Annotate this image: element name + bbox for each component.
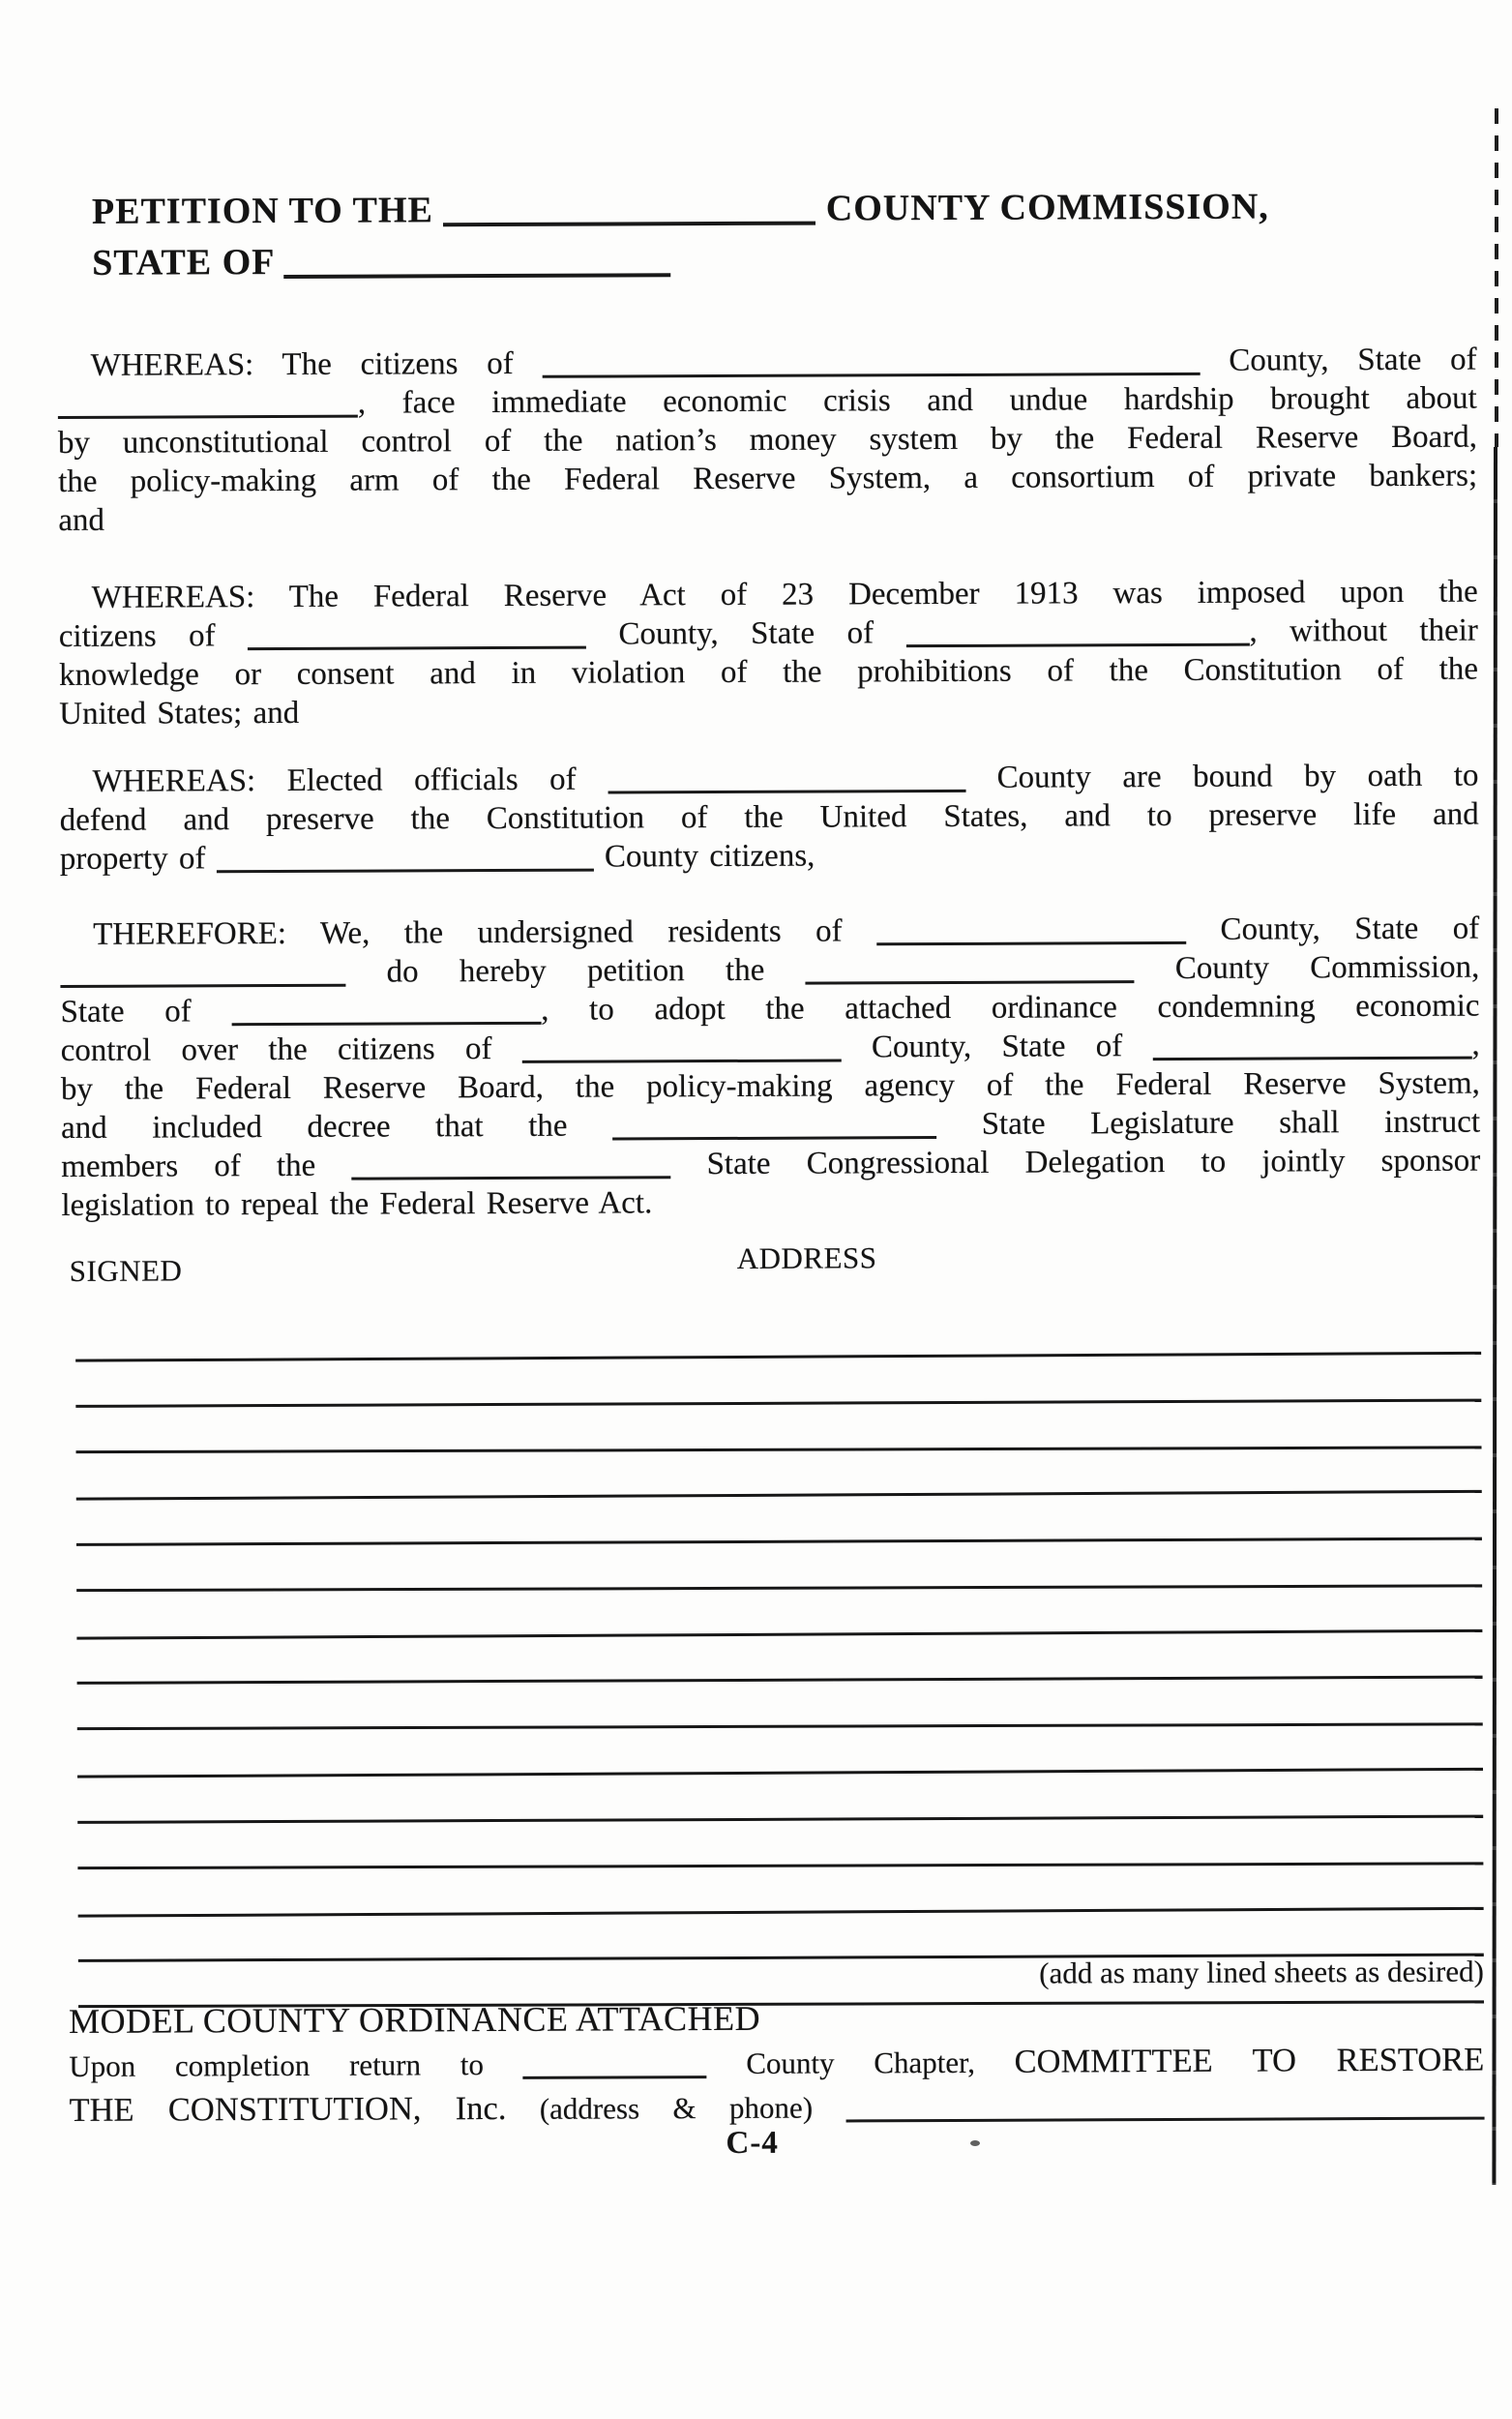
ordinance-attached-note: MODEL COUNTY ORDINANCE ATTACHED bbox=[69, 1998, 761, 2041]
scan-speck bbox=[970, 2140, 980, 2146]
text-line bbox=[92, 233, 1269, 289]
text-segment: the policy-making arm of the Federal Reserve System, a consortium of private bankers; bbox=[58, 458, 1478, 499]
blank-underline bbox=[1153, 1047, 1472, 1060]
signature-line bbox=[77, 1772, 1483, 1824]
blank-underline bbox=[806, 971, 1135, 984]
text-segment: , face immediate economic crisis and undue hardship brought about bbox=[357, 380, 1477, 421]
blank-underline bbox=[443, 212, 815, 227]
text-line bbox=[58, 495, 1477, 540]
text-segment: County Commission, bbox=[1134, 949, 1480, 987]
text-segment: legislation to repeal the Federal Reserve Act. bbox=[61, 1185, 653, 1223]
blank-underline bbox=[284, 263, 671, 279]
blank-underline bbox=[58, 405, 358, 419]
blank-underline bbox=[612, 1126, 936, 1140]
signature-line bbox=[77, 1680, 1483, 1731]
text-segment: United States; and bbox=[59, 695, 300, 732]
text-segment: County are bound by oath to bbox=[965, 758, 1479, 795]
blank-underline bbox=[522, 1049, 842, 1062]
text-segment: WHEREAS: The Federal Reserve Act of 23 December 1913 was imposed upon the bbox=[91, 574, 1478, 615]
signature-line bbox=[76, 1447, 1482, 1501]
text-segment: County Chapter, bbox=[706, 2045, 1015, 2081]
signature-line bbox=[77, 1818, 1483, 1869]
signature-line bbox=[76, 1586, 1482, 1640]
text-segment: citizens of bbox=[58, 618, 249, 654]
text-segment: WHEREAS: Elected officials of bbox=[92, 762, 608, 799]
petition-title bbox=[92, 182, 1269, 289]
text-segment: State Legislature shall instruct bbox=[936, 1104, 1481, 1143]
signature-line bbox=[76, 1540, 1482, 1592]
signature-lines bbox=[75, 1309, 1484, 2009]
text-segment: County citizens, bbox=[593, 838, 815, 875]
text-segment: (address & phone) bbox=[506, 2090, 846, 2126]
text-segment: THEREFORE: We, the undersigned residents of bbox=[93, 913, 877, 952]
signature-line bbox=[76, 1494, 1482, 1546]
text-segment: and included decree that the bbox=[61, 1108, 613, 1146]
blank-underline bbox=[608, 780, 965, 794]
text-line bbox=[58, 418, 1477, 463]
add-sheets-note: (add as many lined sheets as desired) bbox=[1039, 1954, 1484, 1990]
paragraph bbox=[59, 573, 1479, 733]
signature-line bbox=[77, 1724, 1483, 1778]
page-number: C-4 bbox=[726, 2125, 779, 2161]
text-line bbox=[59, 757, 1478, 801]
text-segment: County, State of bbox=[841, 1029, 1153, 1065]
text-line bbox=[61, 1026, 1480, 1070]
text-segment: Upon completion return to bbox=[69, 2046, 523, 2083]
blank-underline bbox=[231, 1012, 541, 1026]
blank-underline bbox=[523, 2066, 707, 2079]
page-content bbox=[56, 0, 1486, 2419]
text-segment: County, State of bbox=[1185, 911, 1480, 947]
text-line bbox=[61, 1142, 1480, 1186]
paragraph bbox=[58, 341, 1478, 540]
text-segment: WHEREAS: The citizens of bbox=[90, 345, 543, 383]
text-line bbox=[58, 457, 1477, 501]
text-line bbox=[61, 1180, 1480, 1225]
text-segment: , to adopt the attached ordinance condemning economic bbox=[541, 988, 1480, 1028]
text-segment: County, State of bbox=[1200, 342, 1477, 378]
text-segment: PETITION TO THE bbox=[91, 190, 444, 232]
text-line bbox=[59, 689, 1478, 733]
text-line bbox=[69, 2038, 1484, 2088]
text-line bbox=[59, 650, 1478, 695]
blank-underline bbox=[905, 634, 1249, 648]
paragraph bbox=[59, 757, 1479, 879]
text-segment: and bbox=[58, 502, 105, 538]
text-line bbox=[59, 573, 1478, 617]
text-line bbox=[60, 948, 1479, 993]
text-segment: County, State of bbox=[585, 615, 906, 652]
blank-underline bbox=[217, 859, 594, 874]
text-segment: COMMITTEE TO RESTORE bbox=[1014, 2041, 1485, 2080]
scan-edge-artifact-dashed bbox=[1495, 108, 1498, 447]
address-column-label: ADDRESS bbox=[736, 1240, 877, 1275]
return-instructions bbox=[69, 2038, 1484, 2133]
signature-line bbox=[77, 1863, 1483, 1917]
text-segment: property of bbox=[59, 841, 217, 877]
signature-line bbox=[76, 1632, 1482, 1685]
text-line bbox=[60, 834, 1479, 879]
paragraph bbox=[60, 910, 1480, 1225]
signature-table-header bbox=[69, 1240, 877, 1289]
signature-line bbox=[75, 1355, 1481, 1407]
text-line bbox=[61, 1103, 1480, 1148]
text-segment: by the Federal Reserve Board, the policy-making agency of the Federal Reserve System, bbox=[60, 1065, 1480, 1107]
blank-underline bbox=[846, 2107, 1485, 2123]
blank-underline bbox=[542, 363, 1200, 378]
signed-column-label: SIGNED bbox=[69, 1253, 183, 1288]
text-segment: THE CONSTITUTION, Inc. bbox=[69, 2089, 507, 2129]
text-segment: State of bbox=[60, 994, 232, 1030]
text-segment: by unconstitutional control of the nation’s money system by the Federal Reserve Board, bbox=[57, 419, 1478, 461]
text-segment: State Congressional Delegation to jointly sponsor bbox=[670, 1143, 1481, 1182]
text-line bbox=[59, 612, 1478, 656]
text-segment: control over the citizens of bbox=[60, 1030, 522, 1068]
text-line bbox=[58, 341, 1477, 385]
text-segment: knowledge or consent and in violation of the prohibitions of the Constitution of the bbox=[58, 651, 1479, 693]
text-segment: STATE OF bbox=[92, 241, 284, 284]
text-line bbox=[92, 182, 1269, 238]
text-segment: , bbox=[1471, 1027, 1480, 1062]
text-segment: COUNTY COMMISSION, bbox=[815, 186, 1269, 229]
blank-underline bbox=[351, 1166, 670, 1180]
text-segment: defend and preserve the Constitution of the United States, and to preserve life and bbox=[59, 796, 1479, 838]
text-line bbox=[60, 910, 1479, 954]
text-segment: , without their bbox=[1249, 612, 1478, 649]
text-line bbox=[58, 379, 1477, 424]
signature-line bbox=[75, 1308, 1481, 1362]
text-line bbox=[61, 1064, 1480, 1109]
text-line bbox=[60, 795, 1479, 840]
text-segment: do hereby petition the bbox=[345, 952, 806, 990]
blank-underline bbox=[248, 637, 586, 651]
blank-underline bbox=[876, 932, 1186, 945]
signature-line bbox=[75, 1402, 1481, 1453]
text-line bbox=[60, 987, 1479, 1031]
scan-edge-artifact-line bbox=[1492, 447, 1497, 2185]
blank-underline bbox=[60, 974, 345, 988]
text-segment: members of the bbox=[61, 1148, 352, 1184]
